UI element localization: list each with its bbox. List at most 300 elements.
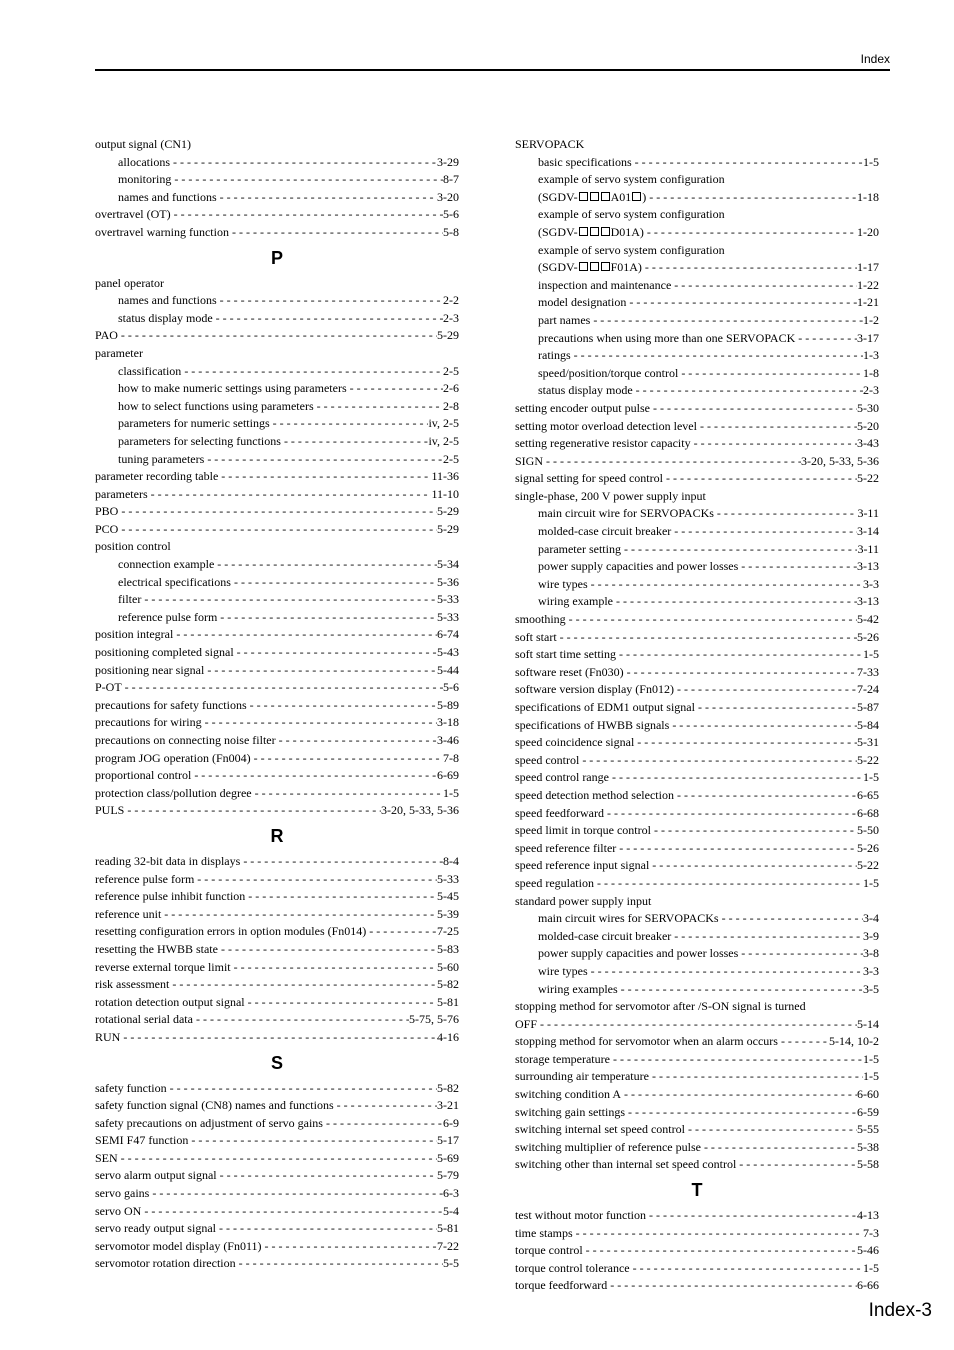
page-reference[interactable]: 1-2 [863,312,879,327]
index-subentry[interactable] [515,277,879,295]
index-entry[interactable] [95,853,459,871]
index-entry[interactable] [95,327,459,345]
index-entry[interactable] [515,1260,879,1278]
index-entry[interactable] [95,1097,459,1115]
index-entry[interactable] [515,1207,879,1225]
index-entry[interactable] [95,767,459,785]
index-subentry[interactable] [95,574,459,592]
entry-term: connection example [118,557,215,572]
index-subentry[interactable] [95,380,459,398]
index-entry[interactable] [515,1033,879,1051]
index-subentry[interactable] [95,310,459,328]
index-heading: output signal (CN1) [95,137,191,151]
index-entry[interactable] [95,679,459,697]
index-subentry[interactable] [515,593,879,611]
entry-term: specifications of HWBB signals [515,717,670,732]
dot-leader [347,380,443,398]
page-reference[interactable]: 3-11 [857,541,879,556]
index-subentry[interactable] [515,365,879,383]
page-reference[interactable]: 6-60 [857,1087,879,1102]
page-reference[interactable]: 1-5 [863,770,879,785]
index-subentry[interactable] [515,558,879,576]
index-subentry[interactable] [95,154,459,172]
page-reference[interactable]: 5-60 [437,959,459,974]
entry-term: smoothing [515,612,566,627]
page-reference[interactable]: 5-81 [437,994,459,1009]
page-reference[interactable]: 5-69 [437,1150,459,1165]
entry-term: main circuit wire for SERVOPACKs [538,506,714,521]
index-subentry[interactable] [95,433,459,451]
index-entry[interactable] [515,1121,879,1139]
index-entry[interactable] [95,750,459,768]
page-reference[interactable]: 5-26 [857,840,879,855]
page-reference[interactable]: 3-13 [857,594,879,609]
index-entry[interactable] [95,1167,459,1185]
index-entry[interactable] [515,1016,879,1034]
page-reference[interactable]: 5-79 [437,1168,459,1183]
page-reference[interactable]: 6-69 [437,768,459,783]
dot-leader [663,470,857,488]
index-entry[interactable] [515,717,879,735]
dot-leader [651,822,857,840]
page-reference[interactable]: 2-5 [443,451,459,466]
dot-leader [691,435,857,453]
page-reference[interactable]: 1-8 [863,365,879,380]
page-reference[interactable]: 7-3 [863,1225,879,1240]
page-reference[interactable]: 5-89 [437,697,459,712]
entry-term: parameters for selecting functions [118,433,281,448]
entry-term: servo alarm output signal [95,1168,217,1183]
page-reference[interactable]: 5-20 [857,418,879,433]
index-entry[interactable] [95,802,459,820]
entry-term [538,259,642,277]
entry-term: protection class/pollution degree [95,785,252,800]
index-entry[interactable] [515,734,879,752]
page-reference[interactable]: 11-10 [431,486,459,501]
index-entry[interactable] [95,959,459,977]
page-reference[interactable]: 6-68 [857,805,879,820]
page-reference[interactable]: 5-36 [437,574,459,589]
page-reference[interactable]: 4-16 [437,1029,459,1044]
page-reference[interactable]: 3-20, 5-33, 5-36 [381,803,459,818]
index-entry[interactable] [515,1277,879,1295]
entry-term: switching multiplier of reference pulse [515,1139,701,1154]
dot-leader [616,840,857,858]
index-entry[interactable] [95,976,459,994]
page-reference[interactable]: 5-55 [857,1122,879,1137]
index-subentry[interactable] [515,347,879,365]
index-entry[interactable] [515,1051,879,1069]
page-reference[interactable]: iv, 2-5 [428,416,459,431]
page-reference[interactable]: 1-5 [863,647,879,662]
page-reference[interactable]: 5-34 [437,557,459,572]
dot-leader [566,611,857,629]
index-entry[interactable] [95,224,459,242]
index-entry[interactable] [515,400,879,418]
index-entry[interactable] [95,1150,459,1168]
index-entry[interactable] [95,1011,459,1029]
page-reference[interactable]: 5-22 [857,752,879,767]
page-reference[interactable]: 3-3 [863,963,879,978]
page-reference[interactable]: 5-84 [857,717,879,732]
index-subentry[interactable] [515,910,879,928]
page-reference[interactable]: 5-4 [443,1203,459,1218]
dot-leader [240,853,443,871]
index-entry[interactable] [95,206,459,224]
index-entry[interactable] [95,521,459,539]
entry-term: torque control [515,1243,583,1258]
index-entry[interactable] [95,697,459,715]
index-entry[interactable] [95,1132,459,1150]
page-reference[interactable]: 1-17 [857,260,879,275]
page-reference[interactable]: 3-20, 5-33, 5-36 [801,453,879,468]
page-reference[interactable]: 6-59 [857,1104,879,1119]
dot-leader [314,398,443,416]
dot-leader [778,1033,829,1051]
index-entry[interactable] [95,626,459,644]
placeholder-box-icon [590,192,599,201]
index-entry[interactable] [95,785,459,803]
page-reference[interactable]: 2-3 [863,383,879,398]
entry-term: SIGN [515,453,544,468]
page-reference[interactable]: 5-39 [437,906,459,921]
entry-term: wiring example [538,594,613,609]
page-reference[interactable]: 5-31 [857,735,879,750]
dot-leader [738,945,863,963]
dot-leader [632,154,863,172]
index-entry[interactable] [515,822,879,840]
page-reference[interactable]: 5-33 [437,871,459,886]
entry-term: part names [538,312,591,327]
page-reference[interactable]: 1-21 [857,295,879,310]
page-reference[interactable]: 6-74 [437,627,459,642]
index-entry[interactable] [515,769,879,787]
page-reference[interactable]: 3-11 [857,506,879,521]
dot-leader [191,767,437,785]
page-reference[interactable]: 6-65 [857,787,879,802]
page-reference[interactable]: 5-6 [443,680,459,695]
page-reference[interactable]: 6-3 [443,1186,459,1201]
index-subentry[interactable] [515,541,879,559]
dot-leader [118,503,437,521]
index-subentry[interactable] [515,981,879,999]
index-entry[interactable] [95,1220,459,1238]
index-subentry[interactable] [95,363,459,381]
placeholder-box-icon [632,192,641,201]
index-entry[interactable] [515,1242,879,1260]
index-entry[interactable] [95,1029,459,1047]
index-subentry[interactable] [95,189,459,207]
page-reference[interactable]: 5-43 [437,645,459,660]
page-reference[interactable]: 1-5 [863,1051,879,1066]
page-reference[interactable]: 3-4 [863,911,879,926]
index-subentry[interactable] [515,963,879,981]
page-reference[interactable]: 5-22 [857,471,879,486]
page-reference[interactable]: 3-20 [437,189,459,204]
page-reference[interactable]: 5-81 [437,1221,459,1236]
entry-term: precautions on connecting noise filter [95,733,276,747]
index-column-left [95,136,459,1273]
page-reference[interactable]: 2-3 [443,310,459,325]
index-subentry[interactable] [515,224,879,242]
page-reference[interactable]: 5-82 [437,1080,459,1095]
index-subentry[interactable] [515,928,879,946]
dot-leader [229,224,443,242]
page-reference[interactable]: 2-6 [443,381,459,396]
index-entry[interactable] [515,1104,879,1122]
page-reference[interactable]: 3-14 [857,524,879,539]
dot-leader [169,976,437,994]
placeholder-box-icon [579,262,588,271]
index-entry[interactable] [95,662,459,680]
page-reference[interactable]: 5-8 [443,224,459,239]
page-reference[interactable]: 1-5 [443,785,459,800]
index-subentry[interactable] [515,505,879,523]
index-entry[interactable] [515,1086,879,1104]
index-entry[interactable] [515,1156,879,1174]
index-subentry[interactable] [95,609,459,627]
entry-term: setting motor overload detection level [515,418,697,433]
index-subentry[interactable] [95,292,459,310]
index-subentry[interactable] [95,171,459,189]
entry-term: power supply capacities and power losses [538,559,739,574]
index-entry[interactable] [515,840,879,858]
entry-term: switching condition A [515,1087,621,1102]
page-reference[interactable]: 2-5 [443,363,459,378]
page-reference[interactable]: 5-22 [857,858,879,873]
page-reference[interactable]: 5-50 [857,823,879,838]
page-reference[interactable]: 7-24 [857,682,879,697]
index-entry[interactable] [515,1068,879,1086]
page-reference[interactable]: 3-18 [437,715,459,730]
page-reference[interactable]: 7-8 [443,750,459,765]
page-reference[interactable]: 3-46 [437,733,459,747]
page-reference[interactable]: 7-33 [857,664,879,679]
index-subheading: example of servo system configuration [538,172,725,187]
index-entry[interactable] [95,923,459,941]
page-reference[interactable]: 5-82 [437,977,459,992]
page-reference[interactable]: 5-26 [857,629,879,644]
entry-term: PBO [95,504,119,519]
entry-term: precautions for safety functions [95,697,247,712]
index-subentry[interactable] [95,556,459,574]
index-entry[interactable] [515,470,879,488]
entry-term: speed reference input signal [515,858,650,873]
index-subentry[interactable] [515,945,879,963]
page-reference[interactable]: 5-87 [857,700,879,714]
index-entry[interactable] [515,453,879,471]
entry-term: power supply capacities and power losses [538,946,739,961]
index-entry[interactable] [515,875,879,893]
page-reference[interactable]: 5-45 [437,889,459,904]
placeholder-box-icon [590,227,599,236]
page-reference[interactable]: 5-29 [437,328,459,343]
page-reference[interactable]: 3-13 [857,559,879,574]
page-reference[interactable]: 1-5 [863,1260,879,1275]
index-subentry[interactable] [515,382,879,400]
index-entry[interactable] [95,732,459,750]
page-reference[interactable]: 5-38 [857,1139,879,1154]
page-reference[interactable]: 6-9 [443,1115,459,1130]
entry-term: torque control tolerance [515,1260,630,1275]
page-reference[interactable]: 5-14, 10-2 [829,1034,879,1049]
dot-leader [671,277,857,295]
index-entry[interactable] [95,468,459,486]
index-entry[interactable] [95,994,459,1012]
index-subentry[interactable] [515,154,879,172]
entry-term: overtravel (OT) [95,207,171,222]
entry-term: positioning completed signal [95,645,234,660]
dot-leader [618,981,863,999]
index-entry[interactable] [95,888,459,906]
index-subentry[interactable] [95,398,459,416]
entry-term: soft start time setting [515,647,616,662]
index-entry[interactable] [515,681,879,699]
page-reference[interactable]: 5-33 [437,592,459,607]
page-reference[interactable]: 3-3 [863,576,879,591]
page-reference[interactable]: 5-29 [437,521,459,536]
page-reference[interactable]: 3-43 [857,436,879,451]
index-entry[interactable] [515,857,879,875]
page-reference[interactable]: 3-21 [437,1098,459,1113]
index-subentry[interactable] [95,451,459,469]
index-entry[interactable] [95,714,459,732]
index-entry[interactable] [95,1115,459,1133]
entry-term: allocations [118,154,170,169]
entry-term: reading 32-bit data in displays [95,853,241,868]
page-reference[interactable]: 3-17 [857,330,879,345]
index-entry[interactable] [515,611,879,629]
dot-leader [181,363,443,381]
entry-term: soft start [515,629,557,644]
index-subentry[interactable] [515,523,879,541]
page-reference[interactable]: 11-36 [431,469,459,484]
page-reference[interactable]: 5-6 [443,207,459,222]
index-entry[interactable] [515,418,879,436]
page-reference[interactable]: 1-3 [863,348,879,363]
page-reference[interactable]: 5-30 [857,400,879,415]
index-subentry[interactable] [515,189,879,207]
page-reference[interactable]: 5-17 [437,1133,459,1148]
page-reference[interactable]: 5-83 [437,941,459,956]
dot-leader [188,1132,437,1150]
index-entry[interactable] [515,646,879,664]
dot-leader [170,154,437,172]
page-reference[interactable]: iv, 2-5 [428,433,459,448]
index-entry[interactable] [515,1225,879,1243]
entry-term: main circuit wires for SERVOPACKs [538,911,719,926]
dot-leader [695,699,857,717]
page-reference[interactable]: 3-29 [437,154,459,169]
page-reference[interactable]: 1-18 [857,189,879,204]
index-entry[interactable] [95,906,459,924]
page-reference[interactable]: 7-25 [437,924,459,939]
page-reference[interactable]: 5-5 [443,1256,459,1271]
page-reference[interactable]: 2-8 [443,398,459,413]
index-entry[interactable] [515,435,879,453]
dot-leader [218,468,431,486]
index-subentry[interactable] [515,259,879,277]
index-subentry[interactable] [95,591,459,609]
page-reference[interactable]: 5-14 [857,1016,879,1031]
index-entry[interactable] [515,699,879,717]
entry-term: test without motor function [515,1208,646,1223]
entry-term: names and functions [118,293,217,308]
page-reference[interactable]: 6-66 [857,1278,879,1293]
index-subentry[interactable] [515,294,879,312]
page-reference[interactable]: 1-5 [863,1069,879,1084]
page-reference[interactable]: 4-13 [857,1208,879,1223]
page-reference[interactable]: 5-33 [437,609,459,624]
page-reference[interactable]: 3-9 [863,928,879,943]
section-letter: S [270,1052,283,1073]
index-entry[interactable] [95,1238,459,1256]
index-entry[interactable] [515,752,879,770]
index-subentry[interactable] [515,312,879,330]
dot-leader [588,963,863,981]
page-reference[interactable]: 1-22 [857,277,879,292]
index-entry[interactable] [95,871,459,889]
index-entry[interactable] [515,805,879,823]
page-reference[interactable]: 5-46 [857,1243,879,1258]
page-reference[interactable]: 7-22 [437,1238,459,1253]
dot-leader [649,857,857,875]
page-reference[interactable]: 8-4 [443,853,459,868]
index-entry[interactable] [515,664,879,682]
entry-term: reference pulse form [95,871,195,886]
page-reference[interactable]: 8-7 [443,172,459,187]
dot-leader [194,871,437,889]
page-reference[interactable]: 1-20 [857,224,879,239]
dot-leader [650,400,857,418]
index-subentry[interactable] [515,576,879,594]
entry-term: how to select functions using parameters [118,398,314,413]
dot-leader [719,910,863,928]
index-entry[interactable] [515,787,879,805]
page-reference[interactable]: 5-75, 5-76 [409,1012,459,1027]
page-reference[interactable]: 1-5 [863,154,879,169]
page-reference[interactable]: 5-42 [857,612,879,627]
page-reference[interactable]: 5-58 [857,1157,879,1172]
page-reference[interactable]: 3-5 [863,981,879,996]
index-entry[interactable] [95,486,459,504]
entry-term: RUN [95,1029,121,1044]
index-entry[interactable] [95,1185,459,1203]
page-reference[interactable]: 5-44 [437,662,459,677]
page-reference[interactable]: 2-2 [443,293,459,308]
index-entry[interactable] [95,1203,459,1221]
index-entry[interactable] [515,1139,879,1157]
entry-term: software version display (Fn012) [515,682,674,697]
page-reference[interactable]: 3-8 [863,946,879,961]
index-entry[interactable] [95,644,459,662]
index-subentry[interactable] [95,415,459,433]
index-entry[interactable] [95,941,459,959]
entry-term: model designation [538,295,627,310]
dot-leader [626,294,857,312]
dot-leader [161,906,437,924]
dot-leader [621,541,857,559]
page-reference[interactable]: 1-5 [863,875,879,890]
index-entry[interactable] [95,503,459,521]
index-entry[interactable] [95,1080,459,1098]
entry-term: status display mode [118,310,213,325]
index-entry[interactable] [95,1255,459,1273]
dot-leader [543,453,801,471]
index-subentry[interactable] [515,330,879,348]
index-entry[interactable] [515,629,879,647]
page-reference[interactable]: 5-29 [437,504,459,519]
